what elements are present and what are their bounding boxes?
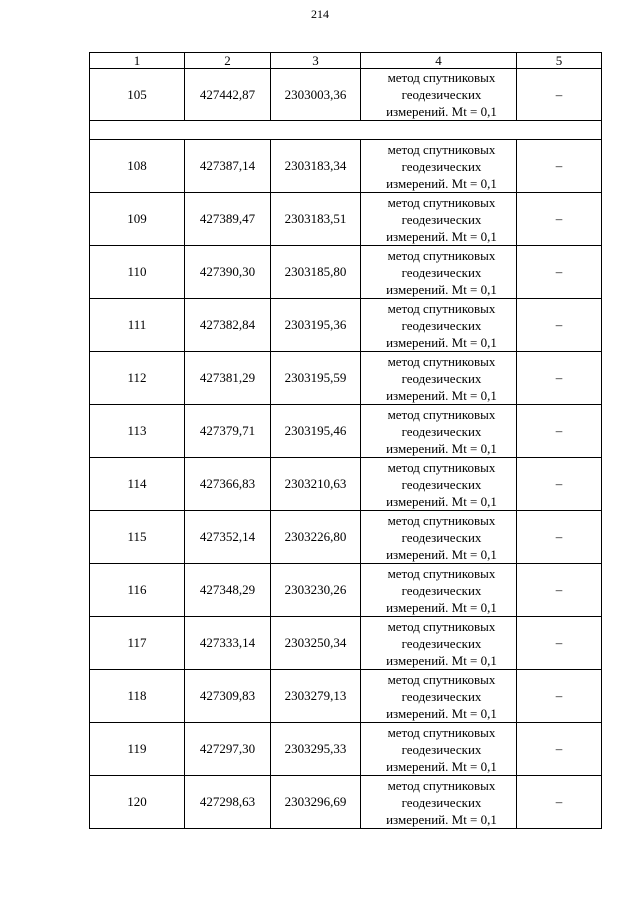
coordinate-x: 427333,14 (185, 617, 271, 670)
method-description: метод спутниковых геодезических измерений. Mt = 0,1 (361, 776, 517, 829)
point-number: 117 (90, 617, 185, 670)
coordinate-x: 427309,83 (185, 670, 271, 723)
note-dash: – (517, 246, 602, 299)
coordinate-y: 2303183,51 (271, 193, 361, 246)
point-number: 113 (90, 405, 185, 458)
coordinate-y: 2303210,63 (271, 458, 361, 511)
table-row (90, 670, 602, 723)
note-dash: – (517, 617, 602, 670)
coordinate-y: 2303226,80 (271, 511, 361, 564)
note-dash: – (517, 140, 602, 193)
coordinate-y: 2303230,26 (271, 564, 361, 617)
note-dash: – (517, 776, 602, 829)
coordinate-x: 427298,63 (185, 776, 271, 829)
separator-cell (90, 121, 602, 140)
point-number: 115 (90, 511, 185, 564)
note-dash: – (517, 670, 602, 723)
coordinate-y: 2303279,13 (271, 670, 361, 723)
point-number: 110 (90, 246, 185, 299)
method-description: метод спутниковых геодезических измерений. Mt = 0,1 (361, 564, 517, 617)
coordinate-y: 2303003,36 (271, 69, 361, 121)
note-dash: – (517, 511, 602, 564)
method-description: метод спутниковых геодезических измерений. Mt = 0,1 (361, 193, 517, 246)
coordinate-y: 2303195,36 (271, 299, 361, 352)
table-row (90, 140, 602, 193)
table-row (90, 193, 602, 246)
note-dash: – (517, 564, 602, 617)
coordinate-x: 427381,29 (185, 352, 271, 405)
coordinate-x: 427348,29 (185, 564, 271, 617)
method-description: метод спутниковых геодезических измерений. Mt = 0,1 (361, 140, 517, 193)
coordinate-x: 427366,83 (185, 458, 271, 511)
table-row (90, 776, 602, 829)
method-description: метод спутниковых геодезических измерений. Mt = 0,1 (361, 458, 517, 511)
point-number: 120 (90, 776, 185, 829)
note-dash: – (517, 193, 602, 246)
table-row (90, 352, 602, 405)
table-row (90, 458, 602, 511)
method-description: метод спутниковых геодезических измерений. Mt = 0,1 (361, 246, 517, 299)
method-description: метод спутниковых геодезических измерений. Mt = 0,1 (361, 617, 517, 670)
note-dash: – (517, 405, 602, 458)
method-description: метод спутниковых геодезических измерений. Mt = 0,1 (361, 511, 517, 564)
page-number: 214 (311, 7, 329, 21)
point-number: 112 (90, 352, 185, 405)
table-separator-row (90, 121, 602, 140)
note-dash: – (517, 723, 602, 776)
point-number: 109 (90, 193, 185, 246)
point-number: 114 (90, 458, 185, 511)
coordinates-table (89, 52, 602, 829)
coordinate-x: 427379,71 (185, 405, 271, 458)
point-number: 105 (90, 69, 185, 121)
table-row (90, 246, 602, 299)
column-header: 5 (517, 53, 602, 69)
coordinate-y: 2303296,69 (271, 776, 361, 829)
column-header: 1 (90, 53, 185, 69)
coordinate-y: 2303183,34 (271, 140, 361, 193)
note-dash: – (517, 352, 602, 405)
table-row (90, 405, 602, 458)
note-dash: – (517, 458, 602, 511)
coordinate-x: 427389,47 (185, 193, 271, 246)
point-number: 116 (90, 564, 185, 617)
point-number: 108 (90, 140, 185, 193)
method-description: метод спутниковых геодезических измерений. Mt = 0,1 (361, 670, 517, 723)
point-number: 111 (90, 299, 185, 352)
column-header: 4 (361, 53, 517, 69)
table-row (90, 511, 602, 564)
method-description: метод спутниковых геодезических измерений. Mt = 0,1 (361, 69, 517, 121)
table-header-row (90, 53, 602, 69)
point-number: 118 (90, 670, 185, 723)
table-row (90, 723, 602, 776)
method-description: метод спутниковых геодезических измерений. Mt = 0,1 (361, 352, 517, 405)
coordinate-x: 427382,84 (185, 299, 271, 352)
table-row (90, 564, 602, 617)
method-description: метод спутниковых геодезических измерений. Mt = 0,1 (361, 723, 517, 776)
coordinates-table-body (90, 53, 602, 829)
column-header: 3 (271, 53, 361, 69)
method-description: метод спутниковых геодезических измерений. Mt = 0,1 (361, 405, 517, 458)
method-description: метод спутниковых геодезических измерений. Mt = 0,1 (361, 299, 517, 352)
table-row (90, 69, 602, 121)
coordinate-x: 427442,87 (185, 69, 271, 121)
coordinate-y: 2303295,33 (271, 723, 361, 776)
coordinate-y: 2303195,59 (271, 352, 361, 405)
point-number: 119 (90, 723, 185, 776)
coordinate-x: 427352,14 (185, 511, 271, 564)
coordinate-y: 2303185,80 (271, 246, 361, 299)
table-row (90, 299, 602, 352)
column-header: 2 (185, 53, 271, 69)
coordinate-x: 427297,30 (185, 723, 271, 776)
note-dash: – (517, 299, 602, 352)
note-dash: – (517, 69, 602, 121)
coordinate-y: 2303195,46 (271, 405, 361, 458)
coordinate-y: 2303250,34 (271, 617, 361, 670)
table-row (90, 617, 602, 670)
coordinate-x: 427387,14 (185, 140, 271, 193)
coordinate-x: 427390,30 (185, 246, 271, 299)
